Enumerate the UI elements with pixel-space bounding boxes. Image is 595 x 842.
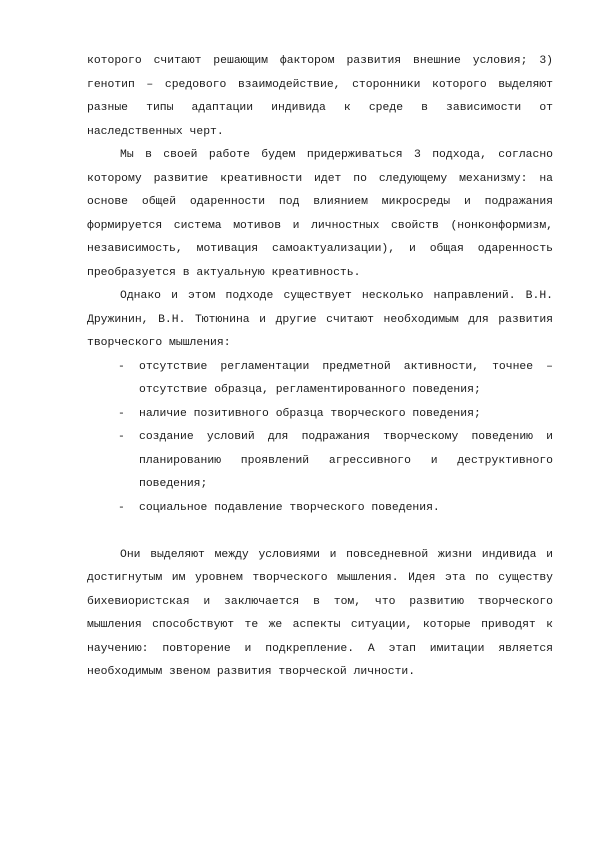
list-item-text: отсутствие регламентации предметной активности, точнее – отсутствие образца, регламентированного поведения; bbox=[139, 360, 553, 396]
list-marker: - bbox=[118, 431, 125, 443]
list-marker: - bbox=[118, 360, 125, 373]
paragraph-directions: Однако и этом подходе существует несколько направлений. В.Н. Дружинин, В.Н. Тютюнина и другие считают необходимым для развития творческого мышления: bbox=[87, 290, 553, 349]
paragraph-spacer bbox=[87, 520, 553, 544]
list-item bbox=[87, 426, 553, 497]
list-item bbox=[87, 356, 553, 403]
document-page bbox=[87, 50, 553, 685]
list-item-text: социальное подавление творческого поведения. bbox=[139, 501, 440, 514]
list-item bbox=[87, 497, 553, 521]
list-item-text: наличие позитивного образца творческого поведения; bbox=[139, 407, 481, 420]
paragraph-approach: Мы в своей работе будем придерживаться 3 подхода, согласно которому развитие креативности идет по следующему механизму: на основе общей одаренности под влиянием микросреды и подражания формируется система мотивов и личностных свойств (нонконформизм, независимость, мотивация самоактуализации), и общая одаренность преобразуется в актуальную креативность. bbox=[87, 149, 553, 279]
paragraph-continuation: которого считают решающим фактором развития внешние условия; 3) генотип – средового взаимодействие, сторонники которого выделяют разные типы адаптации индивида к среде в зависимости от наследственных черт. bbox=[87, 55, 553, 138]
list-item-text: создание условий для подражания творческому поведению и планированию проявлений агрессивного и деструктивного поведения; bbox=[139, 431, 553, 490]
list-item bbox=[87, 403, 553, 427]
conditions-list bbox=[87, 356, 553, 521]
list-marker: - bbox=[118, 407, 125, 420]
list-marker: - bbox=[118, 501, 125, 514]
paragraph-conclusion: Они выделяют между условиями и повседневной жизни индивида и достигнутым им уровнем творческого мышления. Идея эта по существу бихевиористская и заключается в том, что развитию творческого мышления способствуют те же аспекты ситуации, которые приводят к научению: повторение и подкрепление. А этап имитации является необходимым звеном развития творческой личности. bbox=[87, 548, 553, 678]
